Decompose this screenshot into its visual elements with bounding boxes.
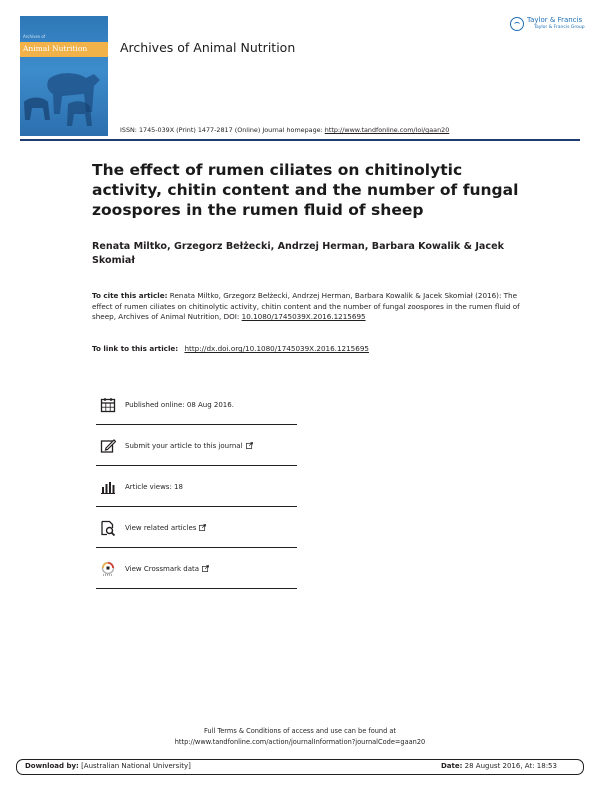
publisher-logo-group: Taylor & Francis Group [534,25,585,30]
external-link-icon [246,442,253,449]
cover-subtitle: Archives of [23,34,46,39]
download-info-bar [16,759,584,775]
document-search-icon [100,520,116,536]
cover-animals-graphic [20,16,108,136]
journal-homepage-link[interactable]: http://www.tandfonline.com/loi/gaan20 [324,126,450,134]
submit-article-row[interactable] [96,424,297,466]
article-link-line [92,344,369,353]
bar-chart-icon [100,479,116,495]
crossmark-row[interactable] [96,547,297,589]
citation-block [92,291,522,323]
terms-line: Full Terms & Conditions of access and use can be found at [203,727,397,735]
download-date-value: 28 August 2016, At: 18:53 [464,762,557,770]
cite-text: Renata Miltko, Grzegorz Bełżecki, Andrzej Herman, Barbara Kowalik & Jacek Skomiał (2016): The effect of rumen ciliates on chitinolytic activity, chitin content and the number of fungal zoospores in the rumen fluid of sheep, Archives of Animal Nutrition, DOI: [92,291,520,322]
article-title: The effect of rumen ciliates on chitinolytic activity, chitin content and the number of fungal zoospores in the rumen fluid of sheep [92,161,519,219]
publisher-logo [510,16,590,38]
crossmark-label: View Crossmark data [125,565,200,573]
article-views-row [96,465,297,507]
cite-label: To cite this article: [92,291,168,300]
edit-icon [100,438,116,454]
article-views-text: Article views: 18 [125,483,183,491]
journal-cover-image [20,16,108,136]
downloaded-by-label: Download by: [25,762,79,770]
publisher-logo-name: Taylor & Francis [527,16,583,24]
calendar-icon [100,397,116,413]
published-online-row [96,383,297,425]
download-date [441,762,557,770]
header-divider [20,139,580,141]
external-link-icon [202,565,209,572]
crossmark-icon [100,561,116,577]
article-authors: Renata Miltko, Grzegorz Bełżecki, Andrzej Herman, Barbara Kowalik & Jacek Skomiał [92,241,504,266]
publisher-logo-icon [510,17,524,31]
submit-article-link[interactable] [125,442,253,450]
external-link-icon [199,524,206,531]
related-articles-link[interactable] [125,524,206,532]
journal-name: Archives of Animal Nutrition [120,40,296,55]
related-articles-row[interactable] [96,506,297,548]
submit-article-label: Submit your article to this journal [125,442,243,450]
link-label: To link to this article: [92,344,179,353]
terms-footer [100,726,500,748]
crossmark-link[interactable] [125,565,209,573]
issn-line [120,126,449,134]
related-articles-label: View related articles [125,524,197,532]
downloaded-by [25,762,191,770]
cite-doi-link[interactable]: 10.1080/1745039X.2016.1215695 [241,312,366,322]
published-online-text: Published online: 08 Aug 2016. [125,401,234,409]
downloaded-by-value: [Australian National University] [81,762,191,770]
cover-title: Animal Nutrition [23,44,88,53]
terms-url-link[interactable]: http://www.tandfonline.com/action/journalInformation?journalCode=gaan20 [174,738,426,746]
download-date-label: Date: [441,762,463,770]
article-doi-link[interactable]: http://dx.doi.org/10.1080/1745039X.2016.1215695 [184,344,369,353]
issn-text: ISSN: 1745-039X (Print) 1477-2817 (Online) Journal homepage: [120,126,323,134]
